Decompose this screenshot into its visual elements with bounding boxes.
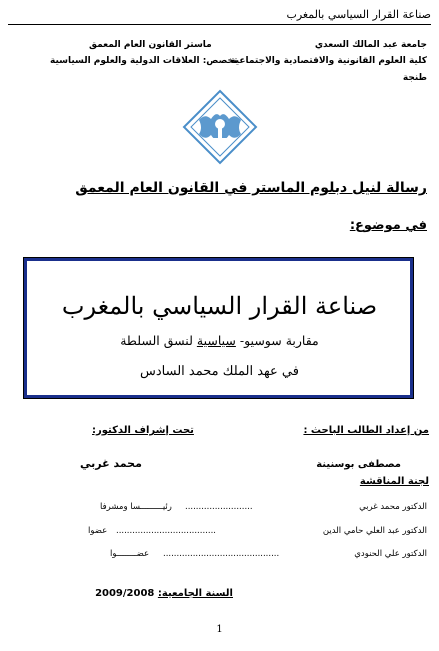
running-title: صناعة القرار السياسي بالمغرب [286,8,431,21]
academic-year-value: 2009/2008 [95,588,155,599]
thesis-subtitle [0,333,439,348]
committee-label: لجنة المناقشة [359,476,429,487]
student-label: من إعداد الطالب الباحث : [303,425,429,436]
running-header [8,8,431,25]
committee-member-role: رئيـــــــــسا ومشرفا [100,502,172,512]
university-name: جامعة عبد المالك السعدي [314,40,427,50]
thesis-era: في عهد الملك محمد السادس [140,364,299,379]
committee-member-name: الدكتور علي الحنودي [354,549,427,559]
page-number: 1 [216,624,223,635]
committee-member-role: عضــــــــوا [110,549,150,559]
committee-member-dots: ..................................... [116,526,216,536]
subtitle-underlined: سياسية [196,333,236,348]
committee-member-role: عضوا [88,526,108,536]
program-name: ماستر القانون العام المعمق [89,40,212,50]
specialization-name: تخصص: العلاقات الدولية والعلوم السياسية [50,56,238,66]
committee-member-dots: ........................................... [163,549,280,559]
topic-label: في موضوع: [349,218,427,233]
university-logo [181,88,259,166]
committee-member-name: الدكتور محمد غربي [359,502,427,512]
academic-year [95,588,233,599]
supervisor-label: تحت إشراف الدكتور: [92,425,194,436]
subtitle-prefix: مقاربة سوسيو- [239,333,319,348]
student-name: مصطفى بوسنينة [316,459,401,470]
thesis-statement: رسالة لنيل دبلوم الماستر في القانون العام المعمق [75,180,427,196]
city-name: طنجة [402,73,427,83]
subtitle-suffix: لنسق السلطة [120,333,193,348]
supervisor-name: محمد غربي [80,457,142,470]
faculty-name: كلية العلوم القانونية والاقتصادية والاجتماعية [230,56,427,66]
academic-year-label: السنة الجامعية: [157,588,233,599]
committee-member-dots: ......................... [185,502,253,512]
thesis-title: صناعة القرار السياسي بالمغرب [61,292,378,320]
committee-member-name: الدكتور عبد العلي حامي الدين [322,526,427,536]
